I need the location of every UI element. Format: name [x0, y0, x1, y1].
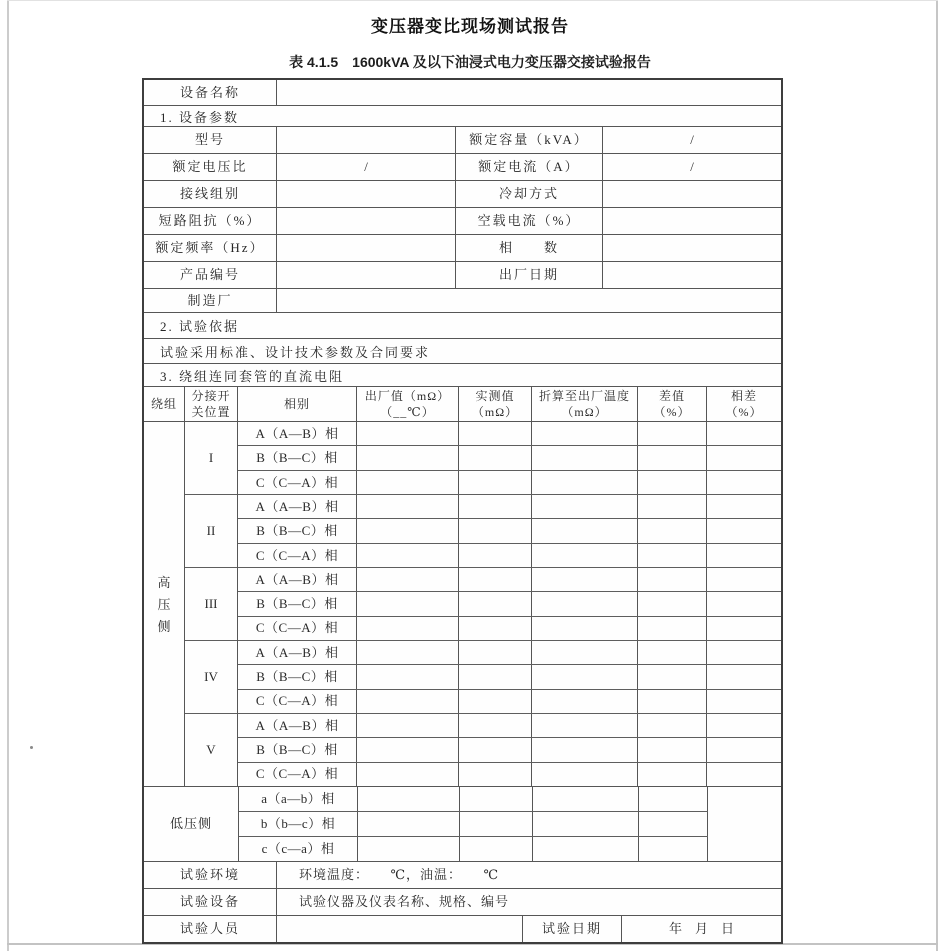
param-label: 产品编号 — [144, 262, 277, 288]
param-label: 型号 — [144, 127, 277, 153]
col-header-text: 出厂值（mΩ） — [364, 388, 451, 403]
col-header-tap-position — [185, 387, 238, 421]
param-label: 空载电流（%） — [456, 208, 603, 234]
section2-title: 2. 试验依据 — [160, 319, 240, 334]
param-label: 冷却方式 — [456, 181, 603, 207]
param-value — [277, 262, 456, 288]
col-header-text: 分接开 — [191, 388, 231, 403]
param-value — [277, 127, 456, 153]
measurement-row — [238, 544, 781, 568]
hv-side-char: 压 — [157, 596, 171, 612]
param-row — [144, 208, 781, 235]
measured-value-cell — [459, 665, 532, 688]
col-header-measured-value — [459, 387, 532, 421]
measurement-row — [238, 568, 781, 592]
measurement-row — [238, 495, 781, 519]
tap-position: III — [185, 568, 237, 641]
hv-side-label — [144, 422, 185, 786]
phase-difference-cell — [707, 690, 781, 713]
col-header-factory-value — [357, 387, 459, 421]
phase-label: C（C—A）相 — [238, 471, 357, 494]
measurement-row — [238, 690, 781, 714]
col-header-difference — [638, 387, 707, 421]
param-value — [603, 181, 781, 207]
section2-content-row — [144, 339, 781, 364]
converted-value-cell — [532, 617, 638, 640]
phase-difference-merged-cell — [708, 787, 781, 861]
factory-value-cell — [357, 519, 459, 542]
difference-cell — [639, 812, 708, 836]
col-header-text: （mΩ） — [471, 405, 519, 419]
factory-value-cell — [357, 714, 459, 737]
col-header-text: （mΩ） — [561, 405, 608, 419]
measurement-row — [239, 787, 708, 812]
lv-measurement-grid — [239, 787, 708, 861]
measured-value-cell — [459, 641, 532, 664]
phase-label: A（A—B）相 — [238, 641, 357, 664]
difference-cell — [638, 495, 707, 518]
difference-cell — [638, 592, 707, 615]
factory-value-cell — [358, 787, 460, 811]
param-label: 相 数 — [456, 235, 603, 261]
tap-position: II — [185, 495, 237, 568]
manufacturer-row — [144, 289, 781, 313]
phase-label: A（A—B）相 — [238, 495, 357, 518]
difference-cell — [638, 471, 707, 494]
converted-value-cell — [532, 495, 638, 518]
converted-value-cell — [533, 787, 639, 811]
phase-label: a（a—b）相 — [239, 787, 358, 811]
factory-value-cell — [357, 568, 459, 591]
difference-cell — [639, 837, 708, 861]
factory-value-cell — [357, 763, 459, 786]
measured-value-cell — [459, 422, 532, 445]
param-label: 额定频率（Hz） — [144, 235, 277, 261]
device-name-value — [277, 80, 781, 105]
param-row — [144, 154, 781, 181]
param-row — [144, 235, 781, 262]
measurement-row — [238, 763, 781, 786]
measured-value-cell — [459, 495, 532, 518]
factory-value-cell — [357, 495, 459, 518]
device-name-label: 设备名称 — [144, 80, 277, 105]
report-table — [142, 78, 783, 944]
manufacturer-label: 制造厂 — [144, 289, 277, 312]
measured-value-cell — [459, 544, 532, 567]
tap-position: I — [185, 422, 237, 495]
measured-value-cell — [460, 787, 533, 811]
factory-value-cell — [357, 641, 459, 664]
test-equipment-value: 试验仪器及仪表名称、规格、编号 — [299, 894, 510, 910]
difference-cell — [639, 787, 708, 811]
measurement-row — [238, 738, 781, 762]
page-edge-right — [936, 0, 938, 951]
measured-value-cell — [459, 763, 532, 786]
table-caption: 表 4.1.5 1600kVA 及以下油浸式电力变压器交接试验报告 — [289, 54, 651, 70]
phase-label: A（A—B）相 — [238, 714, 357, 737]
measured-value-cell — [459, 714, 532, 737]
converted-value-cell — [533, 812, 639, 836]
phase-difference-cell — [707, 446, 781, 469]
phase-difference-cell — [707, 738, 781, 761]
measurement-row — [238, 665, 781, 689]
measurement-row — [238, 422, 781, 446]
difference-cell — [638, 738, 707, 761]
param-value — [277, 235, 456, 261]
measured-value-cell — [459, 617, 532, 640]
param-value: / — [690, 132, 694, 148]
factory-value-cell — [357, 690, 459, 713]
difference-cell — [638, 568, 707, 591]
phase-label: B（B—C）相 — [238, 592, 357, 615]
difference-cell — [638, 544, 707, 567]
col-header-text: 差值 — [658, 388, 685, 403]
param-label: 出厂日期 — [456, 262, 603, 288]
col-header-phase — [238, 387, 357, 421]
param-label: 额定电流（A） — [456, 154, 603, 180]
phase-difference-cell — [707, 544, 781, 567]
lv-side-label: 低压侧 — [144, 787, 239, 861]
factory-value-cell — [357, 617, 459, 640]
measurement-row — [238, 641, 781, 665]
param-value — [603, 235, 781, 261]
converted-value-cell — [532, 519, 638, 542]
measured-value-cell — [459, 446, 532, 469]
difference-cell — [638, 617, 707, 640]
test-date-label: 试验日期 — [523, 916, 622, 942]
test-equipment-label: 试验设备 — [144, 889, 277, 915]
difference-cell — [638, 422, 707, 445]
col-header-text: 绕组 — [150, 396, 177, 411]
test-date-value: 年 月 日 — [668, 921, 734, 937]
page-edge-left — [7, 0, 9, 951]
tap-position: IV — [185, 641, 237, 714]
phase-difference-cell — [707, 495, 781, 518]
factory-value-cell — [357, 446, 459, 469]
param-value — [277, 208, 456, 234]
converted-value-cell — [532, 763, 638, 786]
tap-position-column — [185, 422, 238, 786]
factory-value-cell — [357, 592, 459, 615]
section1-title: 1. 设备参数 — [160, 109, 240, 125]
measured-value-cell — [459, 471, 532, 494]
factory-value-cell — [358, 812, 460, 836]
phase-label: A（A—B）相 — [238, 422, 357, 445]
test-environment-row — [144, 862, 781, 889]
col-header-text: （__℃） — [380, 405, 435, 419]
col-header-text: 关位置 — [191, 405, 231, 419]
test-personnel-label: 试验人员 — [144, 916, 277, 942]
document-title: 变压器变比现场测试报告 — [371, 17, 569, 36]
resistance-header-row — [144, 387, 781, 422]
converted-value-cell — [532, 592, 638, 615]
phase-label: b（b—c）相 — [239, 812, 358, 836]
phase-difference-cell — [707, 617, 781, 640]
difference-cell — [638, 714, 707, 737]
param-row — [144, 262, 781, 289]
hv-measurement-grid — [238, 422, 781, 786]
phase-difference-cell — [707, 592, 781, 615]
section3-row — [144, 364, 781, 387]
low-voltage-block — [144, 787, 781, 862]
factory-value-cell — [357, 738, 459, 761]
measurement-row — [238, 471, 781, 495]
converted-value-cell — [532, 568, 638, 591]
measured-value-cell — [459, 592, 532, 615]
phase-label: C（C—A）相 — [238, 617, 357, 640]
converted-value-cell — [532, 738, 638, 761]
measurement-row — [239, 812, 708, 837]
factory-value-cell — [358, 837, 460, 861]
col-header-text: 相差 — [730, 388, 757, 403]
hv-side-char: 高 — [157, 574, 171, 590]
measured-value-cell — [460, 812, 533, 836]
difference-cell — [638, 446, 707, 469]
phase-difference-cell — [707, 519, 781, 542]
hv-side-char: 侧 — [157, 618, 171, 634]
measured-value-cell — [459, 568, 532, 591]
converted-value-cell — [533, 837, 639, 861]
factory-value-cell — [357, 471, 459, 494]
section3-title: 3. 绕组连同套管的直流电阻 — [160, 368, 345, 384]
converted-value-cell — [532, 446, 638, 469]
param-value — [277, 181, 456, 207]
measurement-row — [238, 617, 781, 641]
measurement-row — [238, 714, 781, 738]
measured-value-cell — [459, 738, 532, 761]
param-row — [144, 127, 781, 154]
col-header-text: 实测值 — [475, 388, 515, 403]
phase-label: B（B—C）相 — [238, 446, 357, 469]
converted-value-cell — [532, 690, 638, 713]
phase-difference-cell — [707, 665, 781, 688]
converted-value-cell — [532, 665, 638, 688]
phase-difference-cell — [707, 714, 781, 737]
factory-value-cell — [357, 422, 459, 445]
col-header-text: （%） — [653, 405, 691, 419]
param-value: / — [690, 159, 694, 175]
param-label: 短路阻抗（%） — [144, 208, 277, 234]
device-name-row — [144, 80, 781, 106]
section2-content: 试验采用标准、设计技术参数及合同要求 — [160, 344, 431, 360]
converted-value-cell — [532, 422, 638, 445]
tap-position: V — [206, 742, 216, 757]
manufacturer-value — [277, 289, 781, 312]
col-header-text: 折算至出厂温度 — [538, 388, 630, 403]
phase-label: C（C—A）相 — [238, 763, 357, 786]
measurement-row — [238, 592, 781, 616]
test-environment-label: 试验环境 — [144, 862, 277, 888]
page-edge-top — [7, 0, 938, 1]
factory-value-cell — [357, 665, 459, 688]
measurement-row — [238, 446, 781, 470]
col-header-phase-difference — [707, 387, 781, 421]
param-label: 额定容量（kVA） — [456, 127, 603, 153]
difference-cell — [638, 763, 707, 786]
converted-value-cell — [532, 544, 638, 567]
difference-cell — [638, 665, 707, 688]
col-header-converted-value — [532, 387, 638, 421]
difference-cell — [638, 641, 707, 664]
param-value — [603, 208, 781, 234]
phase-difference-cell — [707, 763, 781, 786]
param-label: 接线组别 — [144, 181, 277, 207]
converted-value-cell — [532, 641, 638, 664]
param-value: / — [277, 154, 456, 180]
scan-speck — [30, 746, 33, 749]
phase-label: A（A—B）相 — [238, 568, 357, 591]
param-value — [603, 262, 781, 288]
section2-row — [144, 313, 781, 339]
high-voltage-block — [144, 422, 781, 787]
phase-difference-cell — [707, 641, 781, 664]
measured-value-cell — [459, 519, 532, 542]
phase-label: B（B—C）相 — [238, 738, 357, 761]
phase-label: B（B—C）相 — [238, 519, 357, 542]
test-environment-value: 环境温度： ℃，油温： ℃ — [299, 867, 500, 883]
measured-value-cell — [459, 690, 532, 713]
converted-value-cell — [532, 714, 638, 737]
phase-difference-cell — [707, 422, 781, 445]
measurement-row — [238, 519, 781, 543]
test-personnel-row — [144, 916, 781, 942]
phase-difference-cell — [707, 471, 781, 494]
col-header-text: （%） — [725, 405, 763, 419]
measured-value-cell — [460, 837, 533, 861]
test-equipment-row — [144, 889, 781, 916]
test-personnel-value — [277, 916, 523, 942]
factory-value-cell — [357, 544, 459, 567]
param-row — [144, 181, 781, 208]
phase-label: B（B—C）相 — [238, 665, 357, 688]
difference-cell — [638, 519, 707, 542]
phase-label: c（c—a）相 — [239, 837, 358, 861]
measurement-row — [239, 837, 708, 861]
phase-difference-cell — [707, 568, 781, 591]
difference-cell — [638, 690, 707, 713]
section1-row — [144, 106, 781, 127]
col-header-winding — [144, 387, 185, 421]
param-label: 额定电压比 — [144, 154, 277, 180]
phase-label: C（C—A）相 — [238, 544, 357, 567]
col-header-text: 相别 — [283, 396, 310, 411]
phase-label: C（C—A）相 — [238, 690, 357, 713]
converted-value-cell — [532, 471, 638, 494]
